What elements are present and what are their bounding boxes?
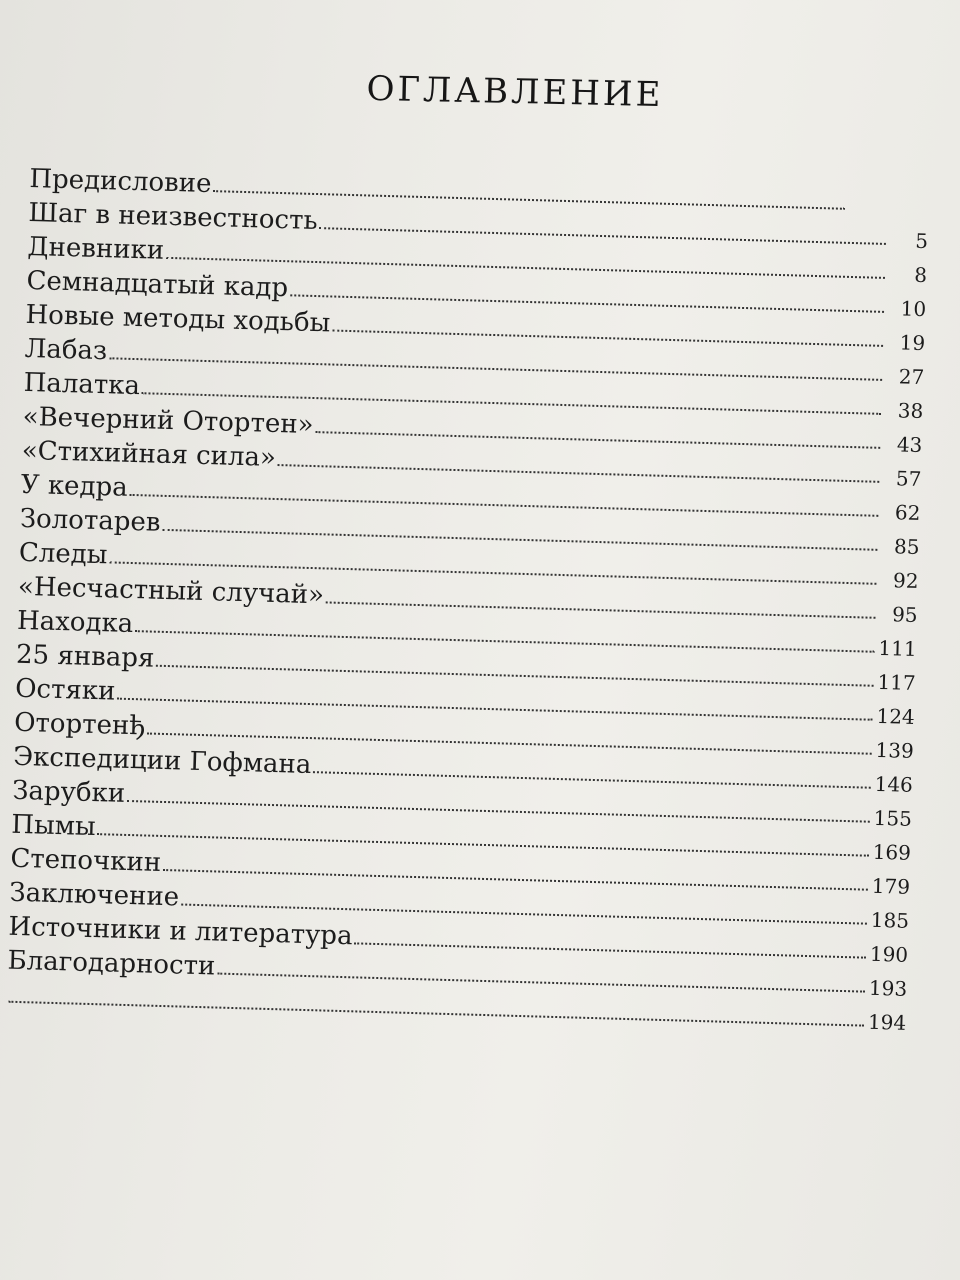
toc-entry-title: Семнадцатый кадр: [26, 265, 289, 304]
table-of-contents: [6, 158, 929, 1033]
toc-entry-page: 111: [878, 635, 917, 661]
toc-entry-title: «Несчастный случай»: [17, 571, 325, 611]
toc-entry-title: Зарубки: [11, 775, 126, 809]
toc-entry-page: 179: [871, 873, 911, 899]
toc-entry-page: 43: [896, 432, 923, 458]
toc-entry-page: 95: [891, 602, 918, 627]
toc-entry-page: 139: [875, 737, 915, 763]
toc-entry-page: 124: [876, 703, 916, 729]
toc-entry-title: У кедра: [20, 469, 129, 503]
toc-entry-page: 155: [873, 805, 913, 831]
toc-entry-page: 5: [914, 228, 929, 254]
toc-entry-title: Благодарности: [7, 945, 216, 982]
toc-entry-page: 146: [874, 771, 914, 797]
toc-entry-title: Степочкин: [10, 843, 162, 878]
toc-entry-page: 185: [870, 907, 910, 933]
toc-entry-page: 10: [900, 296, 927, 322]
toc-entry-title: Предисловие: [28, 163, 212, 200]
toc-entry-title: Экспедиции Гофмана: [12, 741, 312, 781]
toc-entry-title: Находка: [16, 605, 134, 640]
toc-entry-title: Палатка: [23, 367, 141, 402]
toc-entry-title: Новые методы ходьбы: [25, 299, 331, 339]
toc-entry-page: 169: [872, 839, 912, 865]
toc-entry-page: 8: [914, 262, 928, 288]
toc-entry-page: 117: [877, 669, 917, 695]
toc-entry-title: Остяки: [14, 673, 116, 707]
toc-entry-title: 25 января: [15, 639, 155, 674]
toc-entry-title: «Стихийная сила»: [21, 435, 277, 473]
toc-entry-page: 57: [895, 466, 922, 492]
toc-entry-title: Шаг в неизвестность: [28, 197, 319, 237]
toc-entry-page: 194: [867, 1009, 907, 1035]
toc-entry-title: «Вечерний Отортен»: [22, 401, 314, 441]
toc-entry-title: Пымы: [10, 809, 97, 843]
toc-heading: ОГЛАВЛЕНИЕ: [366, 68, 664, 116]
toc-entry-page: 62: [894, 500, 921, 525]
toc-entry-title: Следы: [18, 537, 108, 571]
toc-entry-page: 19: [899, 330, 926, 356]
toc-entry-page: 193: [868, 975, 908, 1001]
toc-entry-title: Источники и литература: [8, 911, 353, 952]
toc-entry-title: Заключение: [9, 877, 180, 913]
toc-entry-page: 190: [869, 941, 909, 967]
toc-entry-page: 27: [898, 364, 925, 390]
toc-entry-page: 38: [897, 398, 924, 424]
toc-entry-title: Золотарев: [19, 503, 161, 538]
toc-entry-title: Лабаз: [24, 333, 108, 367]
toc-entry-page: 92: [892, 568, 919, 593]
toc-entry-title: Дневники: [27, 231, 165, 266]
toc-entry-page: 85: [893, 534, 920, 559]
toc-entry-title: Отортенђ: [13, 707, 146, 742]
toc-dot-leader: [8, 1001, 864, 1027]
